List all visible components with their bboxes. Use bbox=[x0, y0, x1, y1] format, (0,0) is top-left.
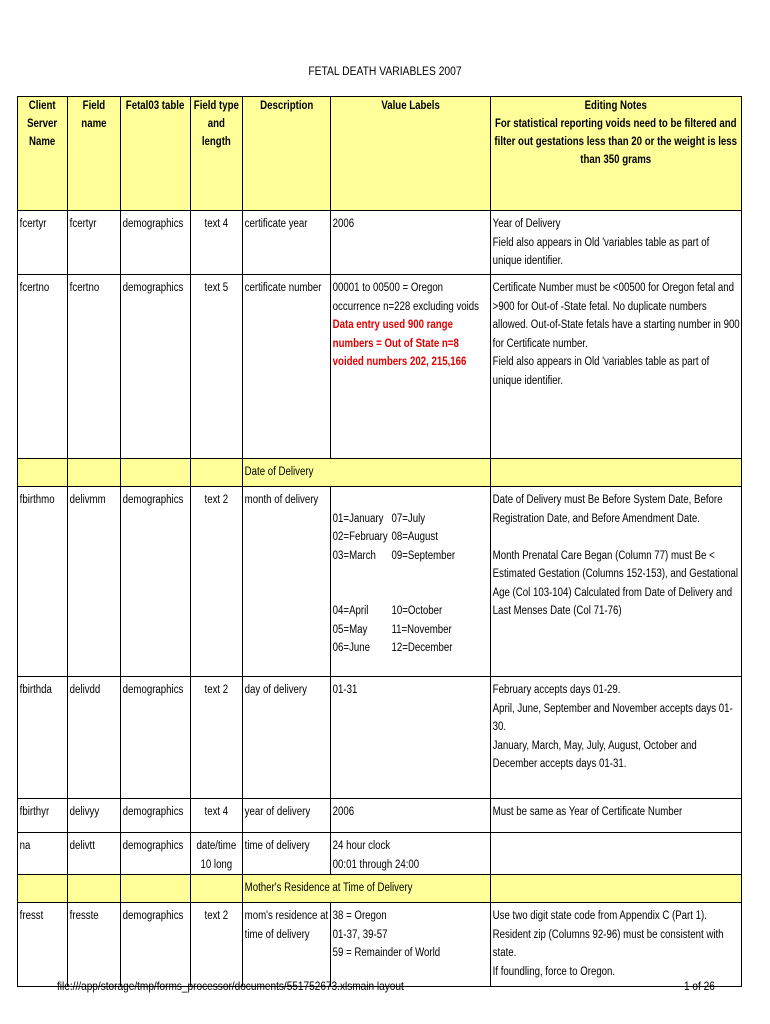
table-row: fbirthda delivdd demographics text 2 day of delivery 01-31 February accepts days 01-29. April, June, September and November accepts days 01-30. January, March, May, July, August, October and December accepts days 01-31. bbox=[18, 677, 742, 799]
table-row: fbirthyr delivyy demographics text 4 year of delivery 2006 Must be same as Year of Certificate Number bbox=[18, 799, 742, 833]
col-header-description: Description bbox=[243, 97, 331, 211]
table-row: fresst fresste demographics text 2 mom's residence at time of delivery 38 = Oregon 01-37, 39-57 59 = Remainder of World Use two digit state code from Appendix C (Part 1). Resident zip (Columns 92-96) must be consistent with state. If foundling, force to Oregon. bbox=[18, 903, 742, 987]
table-row: fcertyr fcertyr demographics text 4 certificate year 2006 Year of Delivery Field also appears in Old 'variables table as part of unique identifier. bbox=[18, 211, 742, 275]
section-row bbox=[18, 875, 742, 903]
footer-page-number: 1 of 26 bbox=[684, 979, 715, 993]
table-row: fbirthmo delivmm demographics text 2 month of delivery 01=January 07=July 02=February 08=August 03=March 09=September 04=April 10=October 05=May 11=November 06=June 12=December Date of Delivery must Be Before System Date, Before Registration Date, and Before Amendment Date. Month Prenatal Care Began (Column 77) must Be < Estimated Gestation (Columns 152-153), and Gestational Age (Col 103-104) Calculated from Date of Delivery and Last Menses Date (Col 71-76) bbox=[18, 487, 742, 677]
section-title: Date of Delivery bbox=[244, 466, 314, 478]
col-header-notes: Editing Notes For statistical reporting voids need to be filtered and filter out gestations less than 20 or the weight is less than 350 grams bbox=[491, 97, 742, 211]
col-header-field: Field name bbox=[68, 97, 121, 211]
month-value-labels: 01=January 07=July 02=February 08=August 03=March 09=September 04=April 10=October 05=May 11=November 06=June 12=December bbox=[332, 512, 456, 654]
footer-file-path: file:///app/storage/tmp/forms_processor/documents/551752673.xlsmain layout bbox=[57, 979, 404, 993]
table-row: na delivtt demographics date/time 10 long time of delivery 24 hour clock 00:01 through 24:00 bbox=[18, 833, 742, 875]
col-header-type: Field type and length bbox=[191, 97, 243, 211]
section-title: Mother's Residence at Time of Delivery bbox=[244, 882, 413, 894]
section-row bbox=[18, 459, 742, 487]
header-row bbox=[18, 97, 742, 211]
table-row: fcertno fcertno demographics text 5 certificate number 00001 to 00500 = Oregon occurrence n=228 excluding voids Data entry used 900 range numbers = Out of State n=8 voided numbers 202, 215,166 Certificate Number must be <00500 for Oregon fetal and >900 for Out-of -State fetal. No duplicate numbers allowed. Out-of-State fetals have a starting number in 900 for Certificate number. Field also appears in Old 'variables table as part of unique identifier. bbox=[18, 275, 742, 459]
col-header-values: Value Labels bbox=[331, 97, 491, 211]
variables-table bbox=[17, 96, 742, 987]
col-header-table: Fetal03 table bbox=[121, 97, 191, 211]
red-note: Data entry used 900 range numbers = Out of State n=8 voided numbers 202, 215,166 bbox=[332, 319, 467, 368]
page-title: FETAL DEATH VARIABLES 2007 bbox=[308, 64, 462, 78]
col-header-client: Client Server Name bbox=[18, 97, 68, 211]
